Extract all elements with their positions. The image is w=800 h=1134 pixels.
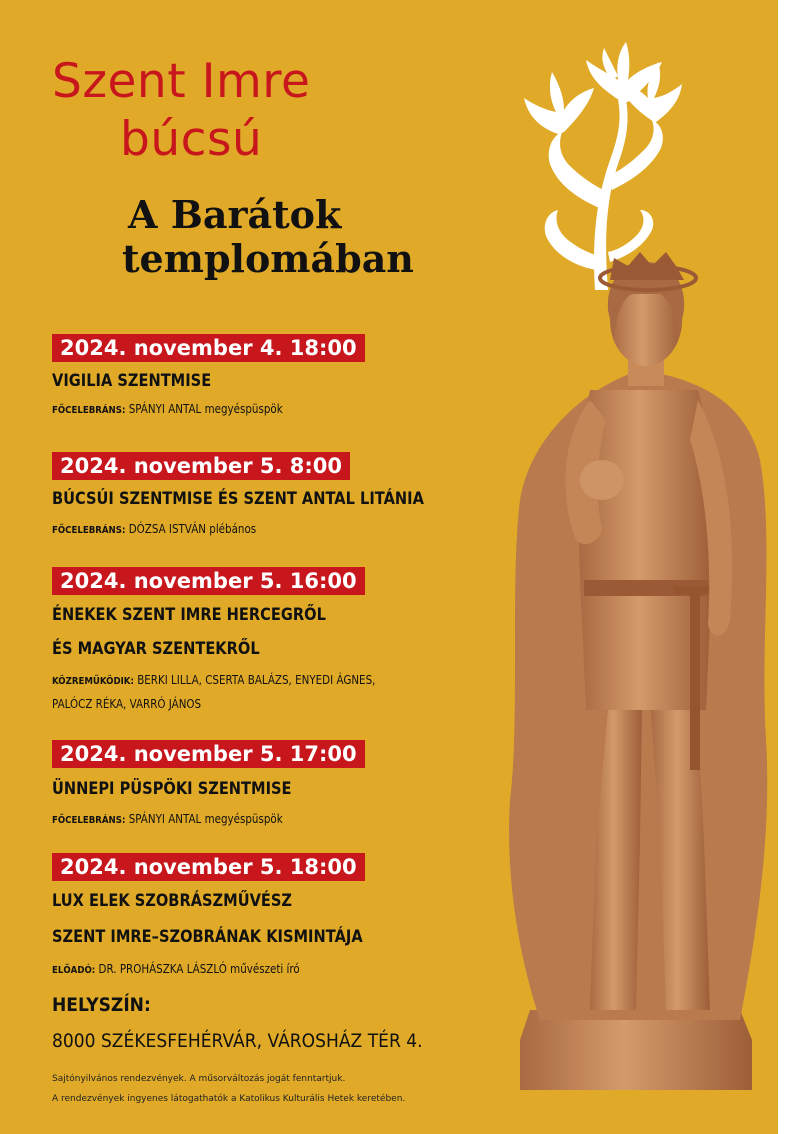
event-people xyxy=(52,962,300,977)
event-title: ÉNEKEK SZENT IMRE HERCEGRŐL xyxy=(52,605,326,625)
event-people xyxy=(52,522,256,537)
event-title: LUX ELEK SZOBRÁSZMŰVÉSZ xyxy=(52,891,293,911)
statue-image xyxy=(490,240,778,1100)
event-role: FŐCELEBRÁNS: xyxy=(52,525,126,536)
event-title: ÜNNEPI PÜSPÖKI SZENTMISE xyxy=(52,779,292,799)
event-title: SZENT IMRE–SZOBRÁNAK KISMINTÁJA xyxy=(52,927,363,947)
event-date: 2024. november 5. 16:00 xyxy=(52,567,365,595)
event-role: KÖZREMŰKÖDIK: xyxy=(52,676,134,687)
event-date: 2024. november 4. 18:00 xyxy=(52,334,365,362)
footer-note: Sajtónyilvános rendezvények. A műsorváltozás jogát fenntartjuk. xyxy=(52,1074,346,1084)
event-people xyxy=(52,402,283,417)
event-role: FŐCELEBRÁNS: xyxy=(52,815,126,826)
event-people xyxy=(52,812,283,827)
venue-heading: HELYSZÍN: xyxy=(52,994,151,1016)
event-people-line: DÓZSA ISTVÁN plébános xyxy=(128,522,257,536)
event-date: 2024. november 5. 8:00 xyxy=(52,452,350,480)
event-title: BÚCSÚI SZENTMISE ÉS SZENT ANTAL LITÁNIA xyxy=(52,489,424,509)
event-date: 2024. november 5. 18:00 xyxy=(52,853,365,881)
title-line-2: búcsú xyxy=(120,112,263,167)
event-people-line: SPÁNYI ANTAL megyéspüspök xyxy=(128,402,283,416)
subtitle-line-1: A Barátok xyxy=(128,192,342,237)
event-people-line: DR. PROHÁSZKA LÁSZLÓ művészeti író xyxy=(98,962,300,976)
event-people xyxy=(52,673,375,688)
event-date: 2024. november 5. 17:00 xyxy=(52,740,365,768)
subtitle-line-2: templomában xyxy=(122,236,414,281)
event-title: VIGILIA SZENTMISE xyxy=(52,371,212,391)
event-title: ÉS MAGYAR SZENTEKRŐL xyxy=(52,639,260,659)
event-role: FŐCELEBRÁNS: xyxy=(52,405,126,416)
right-margin xyxy=(778,0,800,1134)
event-people-line: SPÁNYI ANTAL megyéspüspök xyxy=(128,812,283,826)
title-line-1: Szent Imre xyxy=(52,54,311,109)
footer-note: A rendezvények ingyenes látogathatók a Katolikus Kulturális Hetek keretében. xyxy=(52,1094,406,1104)
event-people-line: BERKI LILLA, CSERTA BALÁZS, ENYEDI ÁGNES, xyxy=(137,673,376,687)
event-role: ELŐADÓ: xyxy=(52,965,96,976)
venue-address: 8000 SZÉKESFEHÉRVÁR, VÁROSHÁZ TÉR 4. xyxy=(52,1030,423,1052)
event-people-line: PALÓCZ RÉKA, VARRÓ JÁNOS xyxy=(52,697,202,711)
